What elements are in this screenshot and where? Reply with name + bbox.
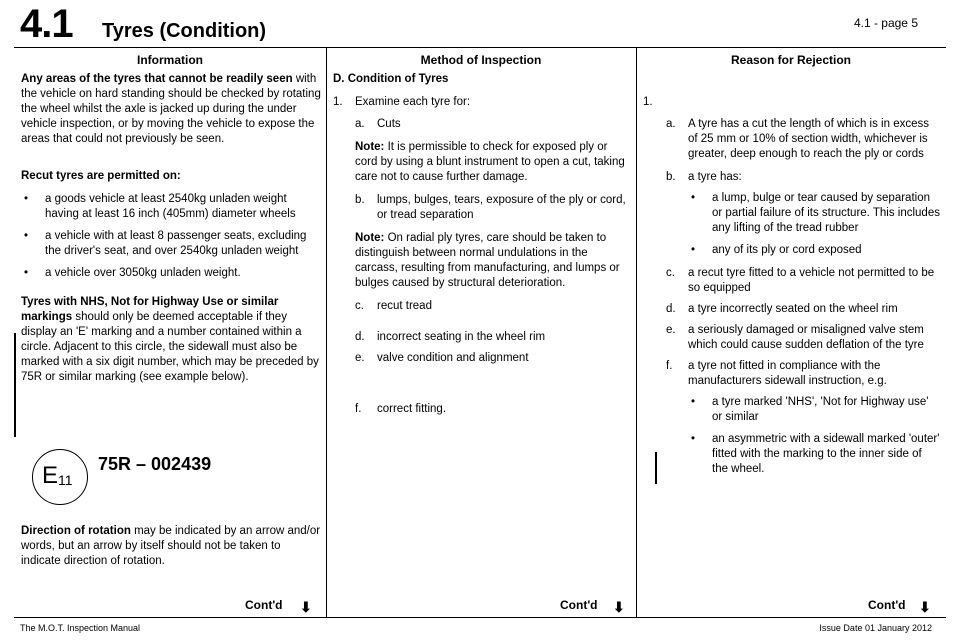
down-arrow-icon: ⬇ — [919, 599, 931, 615]
rotation-bold: Direction of rotation — [21, 525, 131, 537]
recut-heading: Recut tyres are permitted on: — [21, 170, 181, 182]
bullet-icon: • — [691, 192, 696, 204]
reason-b-subitem: • any of its ply or cord exposed — [691, 244, 862, 256]
method-note-1: Note: It is permissible to check for exposed ply or cord by using a blunt instrument to open a cut, taking care not to cause further damage. — [355, 141, 625, 183]
nhs-text: should only be deemed acceptable if they display an 'E' marking and a number contained within a circle. Adjacent to this circle, the sidewall must also be marked with a six digit number, which may be preceded by 75R or similar marking (see example below). — [21, 311, 319, 383]
reason-list — [666, 117, 940, 484]
e-mark-circle — [32, 449, 88, 505]
header-rule — [14, 47, 946, 48]
reason-number: 1. — [643, 96, 653, 108]
intro-bold: Any areas of the tyres that cannot be readily seen — [21, 73, 293, 85]
method-item-d: d. incorrect seating in the wheel rim — [355, 331, 546, 343]
step-text: Examine each tyre for: — [355, 96, 471, 108]
reason-item-a: a. A tyre has a cut the length of which is in excess of 25 mm or 10% of section width, whichever is greater, deep enough to reach the ply or cords — [666, 118, 929, 160]
e-mark-number: 11 — [58, 472, 73, 488]
rotation-paragraph — [21, 524, 321, 569]
column-heading-method: Method of Inspection — [420, 53, 542, 67]
reason-b-subitem: • a lump, bulge or tear caused by separation or partial failure of its structure. This includes any lifting of the tread rubber — [691, 192, 940, 234]
reason-item-d: d. a tyre incorrectly seated on the wheel rim — [666, 303, 898, 315]
method-step-1 — [333, 95, 629, 110]
recut-item: • a vehicle with at least 8 passenger seats, excluding the driver's seat, and over 2540kg unladen weight — [24, 230, 307, 257]
method-item-c: c. recut tread — [355, 300, 432, 312]
information-column — [21, 72, 321, 385]
contd-label: Cont'd — [560, 598, 598, 612]
method-list — [355, 117, 627, 417]
change-bar — [655, 452, 657, 484]
reason-f-subitem: • a tyre marked 'NHS', 'Not for Highway use' or similar — [691, 396, 929, 423]
down-arrow-icon: ⬇ — [613, 599, 625, 615]
down-arrow-icon: ⬇ — [300, 599, 312, 615]
method-item-b: b. lumps, bulges, tears, exposure of the ply or cord, or tread separation — [355, 194, 626, 221]
bullet-icon: • — [24, 193, 29, 205]
section-number: 4.1 — [20, 2, 73, 46]
bullet-icon: • — [691, 396, 696, 408]
reason-item-b: b. a tyre has: — [666, 171, 742, 183]
e-mark-letter: E — [42, 462, 59, 489]
bullet-icon: • — [24, 230, 29, 242]
reason-f-sublist — [666, 395, 940, 477]
approval-number: 75R – 002439 — [98, 454, 212, 474]
footer-manual-title: The M.O.T. Inspection Manual — [20, 623, 141, 633]
recut-item: • a goods vehicle at least 2540kg unladen weight having at least 16 inch (405mm) diameter wheels — [24, 193, 296, 220]
recut-item: • a vehicle over 3050kg unladen weight. — [24, 267, 241, 279]
bullet-icon: • — [24, 267, 29, 279]
column-divider-2 — [636, 48, 637, 617]
method-item-a: a. Cuts — [355, 118, 401, 130]
nhs-bold: Tyres with NHS, Not for Highway Use or similar markings — [21, 296, 279, 323]
reason-f-subitem: • an asymmetric with a sidewall marked 'outer' fitted with the marking to the inner side of the wheel. — [691, 433, 940, 475]
step-number: 1. — [333, 96, 343, 108]
bullet-icon: • — [691, 244, 696, 256]
footer-rule — [14, 617, 946, 618]
intro-text: with the vehicle on hard standing should be checked by rotating the wheel whilst the axle is jacked up during the under vehicle inspection, or by moving the vehicle to expose the areas that could not previously be seen. — [21, 73, 321, 145]
bullet-icon: • — [691, 433, 696, 445]
change-bar — [14, 333, 16, 437]
method-item-f: f. correct fitting. — [355, 403, 447, 415]
contd-label: Cont'd — [245, 598, 283, 612]
column-heading-information: Information — [137, 53, 203, 67]
section-title: Tyres (Condition) — [102, 20, 267, 42]
column-divider-1 — [326, 48, 327, 617]
method-heading: D. Condition of Tyres — [333, 73, 449, 85]
reason-b-sublist — [666, 191, 940, 258]
intro-paragraph — [21, 72, 321, 147]
reason-item-e: e. a seriously damaged or misaligned valve stem which could cause sudden deflation of the tyre — [666, 324, 924, 351]
method-item-e: e. valve condition and alignment — [355, 352, 529, 364]
reason-item-f: f. a tyre not fitted in compliance with the manufacturers sidewall instruction, e.g. — [666, 360, 887, 387]
footer-issue-date: Issue Date 01 January 2012 — [819, 623, 932, 633]
contd-label: Cont'd — [868, 598, 906, 612]
nhs-paragraph — [21, 295, 321, 385]
column-heading-reason: Reason for Rejection — [730, 53, 852, 67]
method-note-2: Note: On radial ply tyres, care should be taken to distinguish between normal undulations in the carcass, resulting from manufacturing, and lumps or bulges caused by structural deterioration. — [355, 232, 620, 289]
reason-item-c: c. a recut tyre fitted to a vehicle not permitted to be so equipped — [666, 267, 935, 294]
rotation-text: may be indicated by an arrow and/or words, but an arrow by itself should not be taken to indicate direction of rotation. — [21, 525, 321, 567]
page-reference: 4.1 - page 5 — [853, 16, 918, 30]
